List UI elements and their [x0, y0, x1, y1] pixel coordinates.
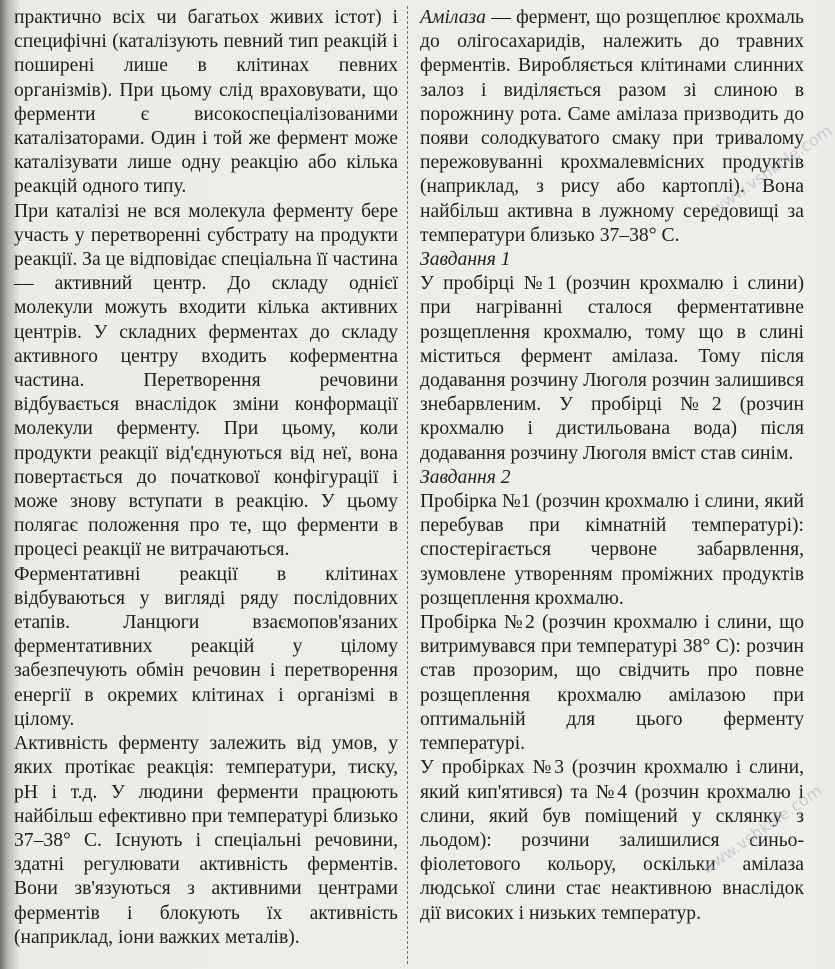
amylase-term: Амілаза [420, 7, 486, 28]
task2-tube2: Пробірка №2 (розчин крохмалю і слини, що витримувався при температурі 38° С): розчин став прозорим, що свідчить про повне розщеплення крохмалю амілазою при оптимальній для цього ферменту температурі. [420, 612, 804, 755]
right-column [420, 6, 804, 926]
watermark: www.vshkole.com [697, 780, 826, 879]
paragraph-enzymatic-reactions: Ферментативні реакції в клітинах відбуваються у вигляді ряду послідовних етапів. Ланцюги взаємопов'язаних ферментативних реакцій у цілому забезпечують обмін речовин і перетворення енергії в окремих клітинах і організмі в цілому. [14, 563, 398, 730]
task2-heading: Завдання 2 [420, 466, 511, 488]
paragraph-amylase [420, 6, 804, 248]
column-divider [407, 6, 408, 964]
left-column [14, 6, 398, 950]
amylase-text: — фермент, що розщеплює крохмаль до олігосахаридів, належить до травних ферментів. Виробляється клітинами слинних залоз і виділяється разом зі слиною в порожнину рота. Саме амілаза призводить до появи солодкуватого смаку при тривалому пережовуванні крохмалевмісних продуктів (наприклад, з рису або картоплі). Вона найбільш активна в лужному середовищі за температури близько 37–38° С. [420, 7, 804, 246]
task1-text: У пробірці №1 (розчин крохмалю і слини) при нагріванні сталося ферментативне розщеплення крохмалю, тому що в слині міститься фермент амілаза. Тому після додавання розчину Люголя розчин залишився знебарвленим. У пробірці №2 (розчин крохмалю і дистильована вода) після додавання розчину Люголя вміст став синім. [420, 273, 804, 464]
paragraph-enzyme-specificity: практично всіх чи багатьох живих істот) і специфічні (каталізують певний тип реакцій і поширені лише в клітинах певних організмів). При цьому слід враховувати, що ферменти є високоспеціалізованими каталізаторами. Один і той же фермент може каталізувати лише одну реакцію або кілька реакцій одного типу. [14, 7, 398, 198]
task2-tube1: Пробірка №1 (розчин крохмалю і слини, який перебував при кімнатній температурі): спостерігається червоне забарвлення, зумовлене утворенням проміжних продуктів розщеплення крохмалю. [420, 491, 804, 609]
task1-heading: Завдання 1 [420, 249, 511, 271]
watermark: www.vshkole.com [707, 120, 835, 219]
paragraph-active-center: При каталізі не вся молекула ферменту бере участь у перетворенні субстрату на продукти реакції. За це відповідає спеціальна її частина — активний центр. До складу однієї молекули можуть входити кілька активних центрів. У складних ферментах до складу активного центру входить коферментна частина. Перетворення речовини відбувається внаслідок зміни конформації молекули ферменту. При цьому, коли продукти реакції від'єднуються від неї, вона повертається до початкової конфігурації і може знову вступати в реакцію. У цьому полягає положення про те, що ферменти в процесі реакції не витрачаються. [14, 200, 398, 561]
task2-tube3-4: У пробірках №3 (розчин крохмалю і слини, який кип'ятився) та №4 (розчин крохмалю і слини, який був поміщений у склянку з льодом): розчини залишилися синьо-фіолетового кольору, оскільки амілаза людської слини стає неактивною внаслідок дії високих і низьких температур. [420, 757, 804, 924]
paragraph-enzyme-activity: Активність ферменту залежить від умов, у яких протікає реакція: температури, тиску, pH і т.д. У людини ферменти працюють найбільш ефективно при температурі близько 37–38° С. Існують і спеціальні речовини, здатні регулювати активність ферментів. Вони зв'язуються з активними центрами ферментів і блокують їх активність (наприклад, іони важких металів). [14, 733, 398, 948]
